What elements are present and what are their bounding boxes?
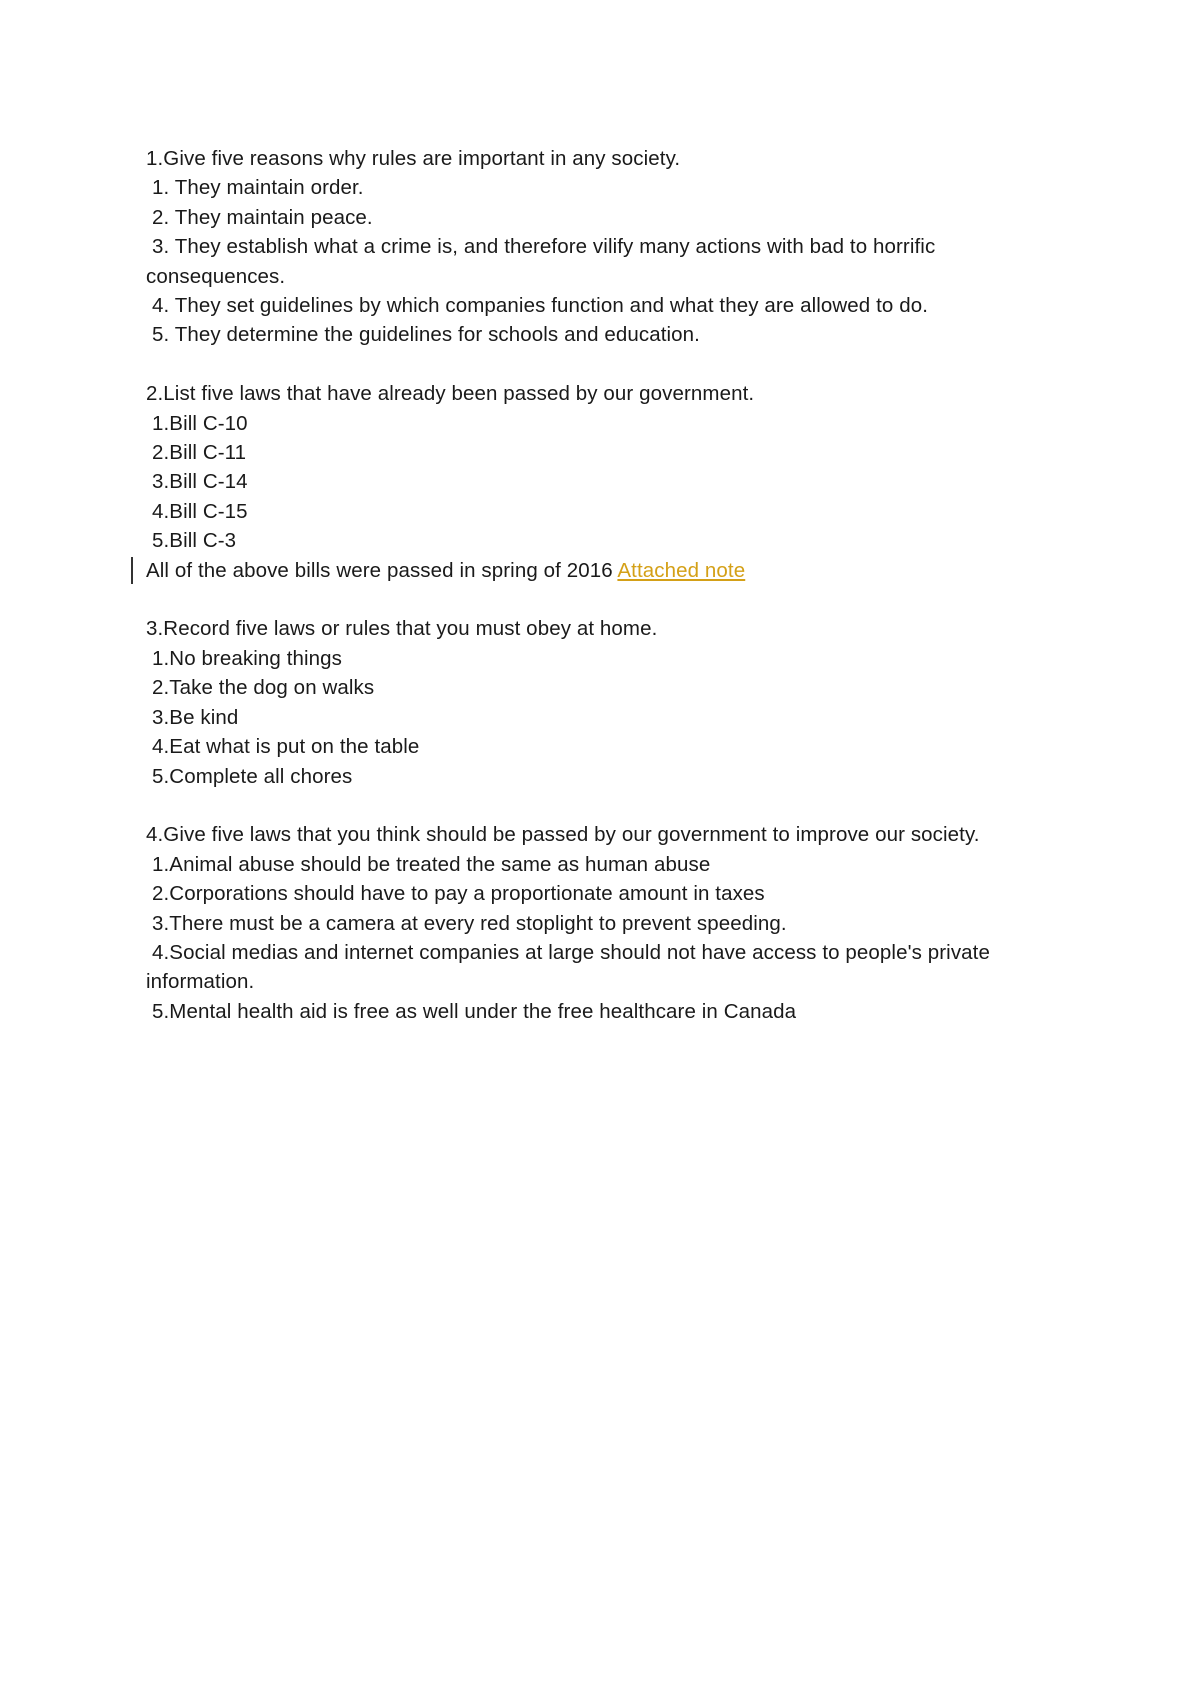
- bills-footer: [146, 556, 1086, 585]
- list-item: 5.Mental health aid is free as well under the free healthcare in Canada: [152, 999, 797, 1023]
- list-item: 3.Bill C-14: [152, 470, 248, 494]
- bills-footer-text: All of the above bills were passed in spring of 2016: [146, 558, 613, 582]
- list-item: 5.Bill C-3: [152, 529, 237, 553]
- question-2: 2.List five laws that have already been passed by our government.: [146, 382, 755, 406]
- paragraph-gap: [146, 350, 1086, 379]
- list-item: 4. They set guidelines by which companies function and what they are allowed to do.: [152, 294, 928, 318]
- list-item: 2.Bill C-11: [152, 441, 247, 465]
- list-item-continuation: information.: [146, 970, 255, 994]
- question-3: 3.Record five laws or rules that you must obey at home.: [146, 617, 658, 641]
- list-item: 4.Social medias and internet companies at large should not have access to people's private: [152, 940, 990, 964]
- list-item: 1.Bill C-10: [152, 411, 248, 435]
- paragraph-gap: [146, 791, 1086, 820]
- list-item: 4.Bill C-15: [152, 499, 248, 523]
- document-page[interactable]: [146, 144, 1086, 1026]
- paragraph-gap: [146, 585, 1086, 614]
- list-item: 3. They establish what a crime is, and therefore vilify many actions with bad to horrific: [152, 235, 936, 259]
- list-item: 4.Eat what is put on the table: [152, 735, 420, 759]
- text-cursor: [131, 557, 133, 584]
- list-item: 3.Be kind: [152, 705, 239, 729]
- question-4: 4.Give five laws that you think should be passed by our government to improve our society.: [146, 823, 980, 847]
- list-item: 1. They maintain order.: [152, 176, 364, 200]
- question-1: 1.Give five reasons why rules are important in any society.: [146, 147, 681, 170]
- attached-note-link[interactable]: Attached note: [617, 558, 746, 582]
- list-item: 3.There must be a camera at every red stoplight to prevent speeding.: [152, 911, 787, 935]
- list-item: 5.Complete all chores: [152, 764, 353, 788]
- list-item: 2.Take the dog on walks: [152, 676, 375, 700]
- list-item: 1.No breaking things: [152, 646, 343, 670]
- list-item: 2.Corporations should have to pay a proportionate amount in taxes: [152, 882, 765, 906]
- list-item: 2. They maintain peace.: [152, 205, 373, 229]
- list-item-continuation: consequences.: [146, 264, 286, 288]
- list-item: 5. They determine the guidelines for schools and education.: [152, 323, 700, 347]
- list-item: 1.Animal abuse should be treated the same as human abuse: [152, 852, 711, 876]
